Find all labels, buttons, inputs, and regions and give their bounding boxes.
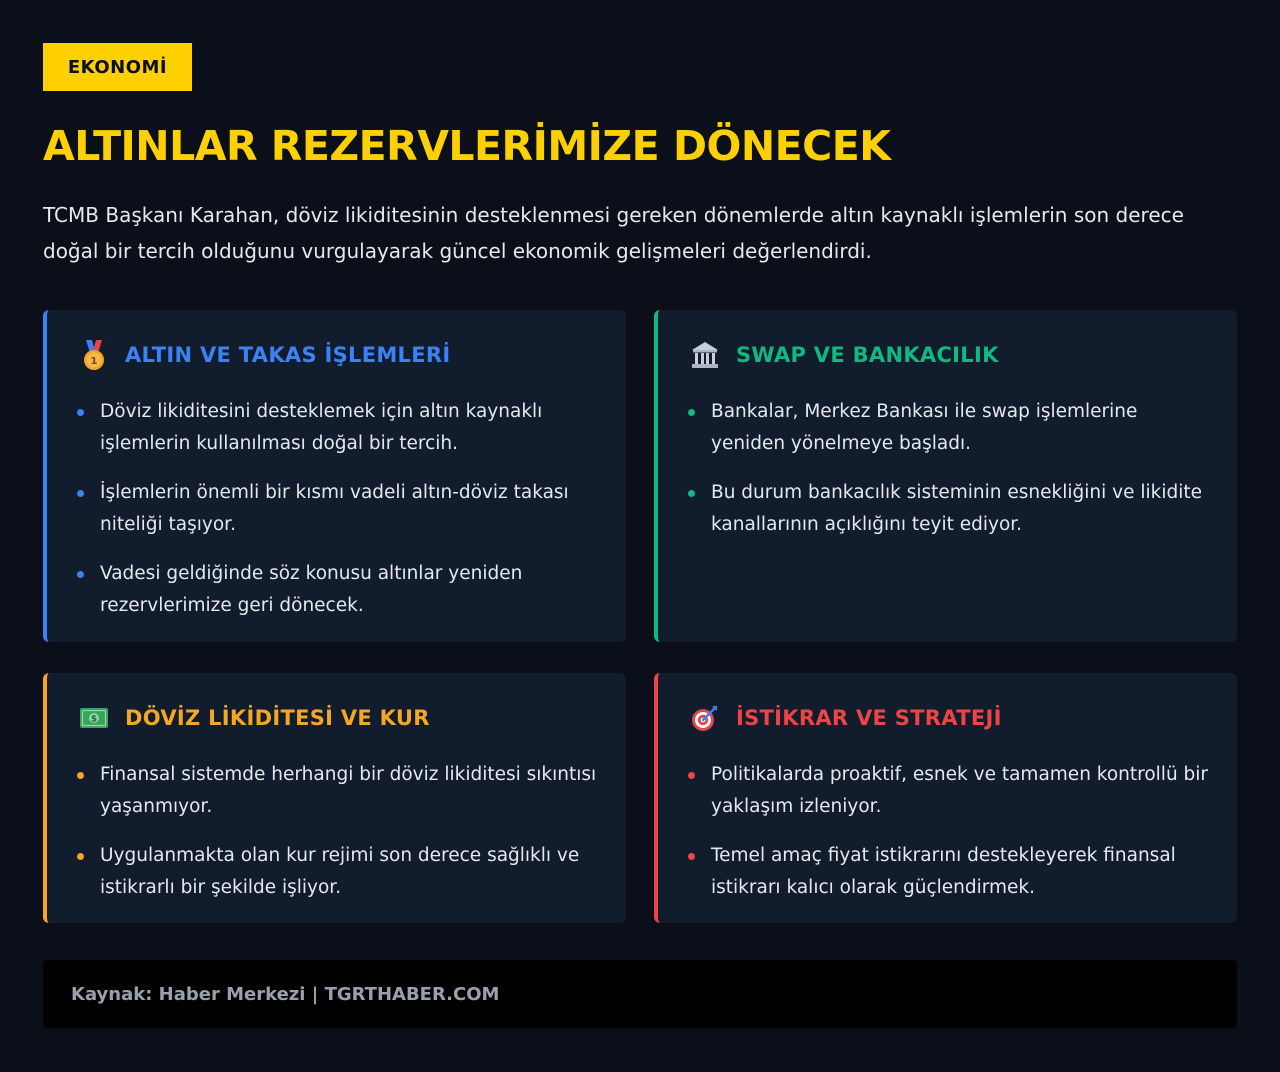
card-header <box>688 701 1002 735</box>
card-fx-liquidity <box>43 673 626 923</box>
bullet-dot <box>688 772 695 779</box>
page-title: ALTINLAR REZERVLERİMİZE DÖNECEK <box>43 122 891 170</box>
list-item-text: Vadesi geldiğinde söz konusu altınlar yeniden rezervlerimize geri dönecek. <box>100 563 523 616</box>
list-item <box>688 840 1213 904</box>
bullet-dot <box>77 853 84 860</box>
list-item-text: İşlemlerin önemli bir kısmı vadeli altın-döviz takası niteliği taşıyor. <box>100 482 569 535</box>
bank-icon <box>688 338 722 372</box>
bullet-list <box>688 396 1213 558</box>
svg-text:$: $ <box>90 714 98 725</box>
card-title: ALTIN VE TAKAS İŞLEMLERİ <box>125 343 451 367</box>
category-badge: EKONOMİ <box>43 43 192 91</box>
target-icon <box>688 701 722 735</box>
lead-paragraph: TCMB Başkanı Karahan, döviz likiditesinin desteklenmesi gereken dönemlerde altın kaynaklı işlemlerin son derece doğal bir tercih olduğunu vurgulayarak güncel ekonomik gelişmeleri değerlendirdi. <box>43 203 1184 263</box>
bullet-dot <box>77 409 84 416</box>
bullet-list <box>77 396 602 639</box>
bullet-list <box>77 759 602 921</box>
banknote-icon <box>77 701 111 735</box>
list-item <box>77 558 602 622</box>
bullet-dot <box>688 853 695 860</box>
bullet-dot <box>688 409 695 416</box>
list-item-text: Bu durum bankacılık sisteminin esnekliğini ve likidite kanallarının açıklığını teyit ediyor. <box>711 482 1203 535</box>
list-item-text: Döviz likiditesini desteklemek için altın kaynaklı işlemlerin kullanılması doğal bir tercih. <box>100 401 543 454</box>
bullet-dot <box>688 490 695 497</box>
card-title: İSTİKRAR VE STRATEJİ <box>736 706 1002 730</box>
list-item <box>77 759 602 823</box>
list-item <box>77 396 602 460</box>
card-title: SWAP VE BANKACILIK <box>736 343 999 367</box>
list-item-text: Temel amaç fiyat istikrarını destekleyerek finansal istikrarı kalıcı olarak güçlendirmek. <box>711 845 1176 898</box>
list-item <box>688 396 1213 460</box>
card-stability-strategy <box>654 673 1237 923</box>
card-gold-swap <box>43 310 626 642</box>
card-title: DÖVİZ LİKİDİTESİ VE KUR <box>125 706 430 730</box>
list-item-text: Uygulanmakta olan kur rejimi son derece sağlıklı ve istikrarlı bir şekilde işliyor. <box>100 845 580 898</box>
card-header <box>688 338 999 372</box>
list-item-text: Finansal sistemde herhangi bir döviz likiditesi sıkıntısı yaşanmıyor. <box>100 764 597 817</box>
list-item-text: Bankalar, Merkez Bankası ile swap işlemlerine yeniden yönelmeye başladı. <box>711 401 1138 454</box>
svg-text:1: 1 <box>90 356 98 367</box>
bullet-dot <box>77 772 84 779</box>
bullet-list <box>688 759 1213 921</box>
card-header <box>77 701 430 735</box>
list-item <box>688 759 1213 823</box>
bullet-dot <box>77 571 84 578</box>
list-item <box>77 840 602 904</box>
card-header <box>77 338 450 372</box>
card-swap-banking <box>654 310 1237 642</box>
medal-icon <box>77 338 111 372</box>
list-item <box>77 477 602 541</box>
source-footer: Kaynak: Haber Merkezi | TGRTHABER.COM <box>43 960 1237 1028</box>
list-item <box>688 477 1213 541</box>
bullet-dot <box>77 490 84 497</box>
list-item-text: Politikalarda proaktif, esnek ve tamamen kontrollü bir yaklaşım izleniyor. <box>711 764 1209 817</box>
